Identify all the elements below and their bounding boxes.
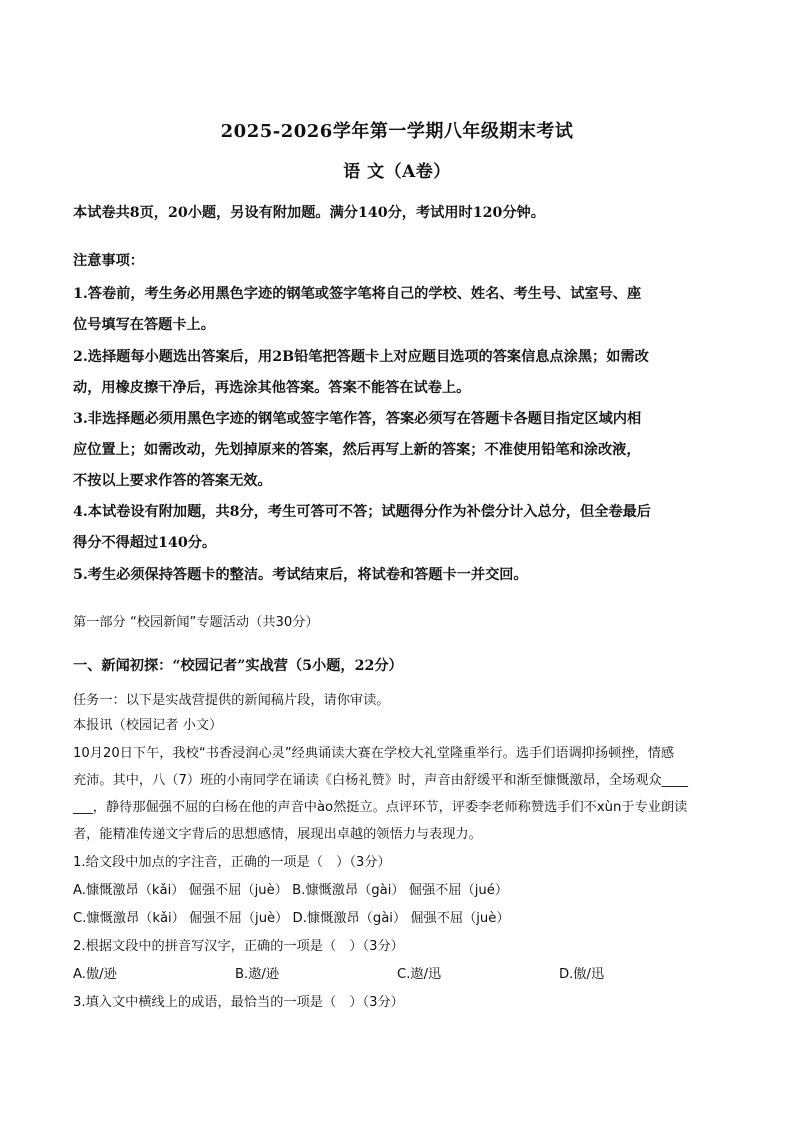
option-c: C.遨/迅 (397, 967, 442, 982)
part-heading: 第一部分 “校园新闻”专题活动（共30分） (73, 615, 319, 630)
intro-text: 本试卷共8页，20小题，另设有附加题。满分140分，考试用时120分钟。 (73, 205, 545, 221)
notice-heading: 注意事项： (73, 253, 144, 269)
notice-line: 3.非选择题必须用黑色字迹的钢笔或签字笔作答，答案必须写在答题卡各题目指定区域内相 (73, 411, 642, 427)
question-1-stem: 1.给文段中加点的字注音，正确的一项是（ ）（3分） (73, 855, 391, 870)
notice-line: 位号填写在答题卡上。 (73, 317, 215, 333)
question-1-options-row: C.慷慨激昂（kǎi） 倔强不屈（juè） D.慷慨激昂（gài） 倔强不屈（juè） (73, 911, 510, 926)
notice-line: 2.选择题每小题选出答案后，用2B铅笔把答题卡上对应题目选项的答案信息点涂黑；如需改 (73, 349, 649, 365)
notice-line: 动，用橡皮擦干净后，再选涂其他答案。答案不能答在试卷上。 (73, 380, 471, 396)
notice-line: 得分不得超过140分。 (73, 535, 217, 551)
passage-line: 10月20日下午，我校“书香浸润心灵”经典诵读大赛在学校大礼堂隆重举行。选手们语调抑扬顿挫，情感 (73, 746, 675, 761)
notice-line: 应位置上；如需改动，先划掉原来的答案，然后再写上新的答案；不准使用铅笔和涂改液， (73, 442, 641, 458)
option-d: D.傲/迅 (559, 967, 605, 982)
question-3-stem: 3.填入文中横线上的成语，最恰当的一项是（ ）（3分） (73, 995, 404, 1010)
passage-line: 者，能精准传递文字背后的思想感情，展现出卓越的领悟力与表现力。 (73, 827, 482, 842)
notice-line: 不按以上要求作答的答案无效。 (73, 473, 272, 489)
notice-line: 5.考生必须保持答题卡的整洁。考试结束后，将试卷和答题卡一并交回。 (73, 567, 528, 583)
option-a: A.傲/逊 (73, 967, 117, 982)
section-heading: 一、新闻初探：“校园记者”实战营（5小题，22分） (73, 658, 403, 674)
option-b: B.遨/逊 (235, 967, 280, 982)
notice-line: 1.答卷前，考生务必用黑色字迹的钢笔或签字笔将自己的学校、姓名、考生号、试室号、座 (73, 286, 642, 302)
question-2-options (73, 963, 723, 982)
passage-line: ___，静待那倔强不屈的白杨在他的声音中ào然挺立。点评环节，评委李老师称赞选手们不xùn于专业朗读 (73, 800, 688, 815)
passage-line: 充沛。其中，八（7）班的小南同学在诵读《白杨礼赞》时，声音由舒缓平和渐至慷慨激昂，全场观众____ (73, 773, 689, 788)
question-1-options-row: A.慷慨激昂（kǎi） 倔强不屈（juè） B.慷慨激昂（gài） 倔强不屈（jué） (73, 883, 509, 898)
notice-line: 4.本试卷设有附加题，共8分，考生可答可不答；试题得分作为补偿分计入总分，但全卷最后 (73, 504, 651, 520)
question-2-stem: 2.根据文段中的拼音写汉字，正确的一项是（ ）（3分） (73, 939, 404, 954)
task-instruction: 任务一：以下是实战营提供的新闻稿片段，请你审读。 (73, 693, 390, 708)
news-byline: 本报讯（校园记者 小文） (73, 718, 223, 733)
exam-title: 2025-2026学年第一学期八年级期末考试 (220, 121, 574, 142)
exam-subtitle: 语 文（A卷） (343, 162, 451, 182)
